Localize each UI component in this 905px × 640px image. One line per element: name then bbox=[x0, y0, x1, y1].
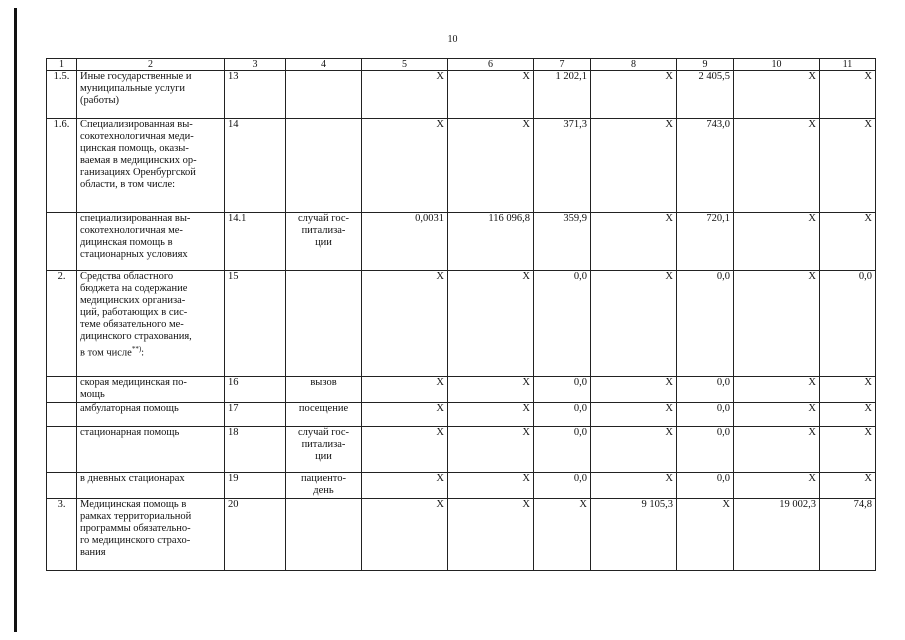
value-cell-c5: X bbox=[362, 71, 448, 119]
value-cell-c10: X bbox=[734, 213, 820, 271]
value-cell-c8: X bbox=[591, 427, 677, 473]
row-number bbox=[47, 377, 77, 403]
value-cell-c10: X bbox=[734, 271, 820, 377]
value-cell-c7: 371,3 bbox=[534, 119, 591, 213]
footnote-marker: **) bbox=[131, 345, 142, 353]
row-name bbox=[77, 427, 225, 473]
row-name-line: медицинских организа- bbox=[80, 295, 186, 306]
row-unit bbox=[286, 71, 362, 119]
value-cell-c5: 0,0031 bbox=[362, 213, 448, 271]
value-cell-c9: 0,0 bbox=[677, 403, 734, 427]
row-number bbox=[47, 213, 77, 271]
header-row bbox=[47, 59, 876, 71]
row-name-line: ваемая в медицинских ор- bbox=[80, 155, 197, 166]
value-cell-c7: 1 202,1 bbox=[534, 71, 591, 119]
row-number: 1.6. bbox=[47, 119, 77, 213]
row-name-colon: : bbox=[141, 347, 145, 359]
row-name-line: Средства областного bbox=[80, 271, 174, 282]
value-cell-c8: X bbox=[591, 71, 677, 119]
row-name-line: стационарных условиях bbox=[80, 249, 188, 260]
value-cell-c6: X bbox=[448, 427, 534, 473]
row-unit-line: день bbox=[313, 485, 334, 496]
value-cell-c5: X bbox=[362, 377, 448, 403]
row-name-line: дицинского страхования, bbox=[80, 331, 192, 342]
row-unit-line: случай гос- bbox=[297, 213, 350, 224]
value-cell-c6: X bbox=[448, 119, 534, 213]
column-header: 1 bbox=[47, 59, 77, 71]
table-row bbox=[47, 403, 876, 427]
row-name-line: стационарная помощь bbox=[80, 427, 180, 438]
row-name bbox=[77, 119, 225, 213]
data-table bbox=[46, 58, 876, 571]
row-name-text: в том числе bbox=[80, 347, 132, 359]
value-cell-c10: X bbox=[734, 377, 820, 403]
row-name-line: рамках территориальной bbox=[80, 511, 192, 522]
table-row bbox=[47, 377, 876, 403]
row-name-line: мощь bbox=[80, 389, 105, 400]
value-cell-c10: X bbox=[734, 427, 820, 473]
value-cell-c8: 9 105,3 bbox=[591, 499, 677, 571]
value-cell-c6: X bbox=[448, 71, 534, 119]
row-number bbox=[47, 473, 77, 499]
row-name-line: (работы) bbox=[80, 95, 120, 106]
row-name bbox=[77, 403, 225, 427]
row-unit bbox=[286, 119, 362, 213]
table-row bbox=[47, 473, 876, 499]
value-cell-c10: X bbox=[734, 119, 820, 213]
column-header: 6 bbox=[448, 59, 534, 71]
value-cell-c6: X bbox=[448, 377, 534, 403]
row-unit-line: случай гос- bbox=[297, 427, 350, 438]
value-cell-c11: X bbox=[820, 377, 876, 403]
column-header: 9 bbox=[677, 59, 734, 71]
value-cell-c11: X bbox=[820, 119, 876, 213]
value-cell-c6: 116 096,8 bbox=[448, 213, 534, 271]
value-cell-c9: 743,0 bbox=[677, 119, 734, 213]
column-header: 8 bbox=[591, 59, 677, 71]
value-cell-c9: 0,0 bbox=[677, 377, 734, 403]
row-code: 16 bbox=[225, 377, 286, 403]
row-name-line: в дневных стационарах bbox=[80, 473, 185, 484]
row-unit bbox=[286, 271, 362, 377]
row-name-line bbox=[80, 343, 221, 360]
value-cell-c11: 74,8 bbox=[820, 499, 876, 571]
value-cell-c11: 0,0 bbox=[820, 271, 876, 377]
row-name-line: ганизациях Оренбургской bbox=[80, 167, 196, 178]
value-cell-c9: 2 405,5 bbox=[677, 71, 734, 119]
value-cell-c9: 0,0 bbox=[677, 271, 734, 377]
table-row bbox=[47, 499, 876, 571]
row-name bbox=[77, 473, 225, 499]
row-code: 14.1 bbox=[225, 213, 286, 271]
row-name bbox=[77, 71, 225, 119]
row-unit-line: ции bbox=[315, 237, 332, 248]
column-header: 5 bbox=[362, 59, 448, 71]
page-number: 10 bbox=[447, 34, 458, 45]
row-name bbox=[77, 213, 225, 271]
row-name-line: го медицинского страхо- bbox=[80, 535, 191, 546]
value-cell-c8: X bbox=[591, 403, 677, 427]
value-cell-c11: X bbox=[820, 403, 876, 427]
row-unit-line: ции bbox=[315, 451, 332, 462]
row-name-line: Иные государственные и bbox=[80, 71, 192, 82]
value-cell-c10: X bbox=[734, 71, 820, 119]
row-unit-line: питализа- bbox=[301, 225, 346, 236]
value-cell-c6: X bbox=[448, 271, 534, 377]
row-code: 15 bbox=[225, 271, 286, 377]
row-name-line: Медицинская помощь в bbox=[80, 499, 187, 510]
row-name-line: области, в том числе: bbox=[80, 179, 176, 190]
row-code: 20 bbox=[225, 499, 286, 571]
row-name-line: дицинская помощь в bbox=[80, 237, 173, 248]
row-unit-line: питализа- bbox=[301, 439, 346, 450]
value-cell-c11: X bbox=[820, 473, 876, 499]
value-cell-c5: X bbox=[362, 499, 448, 571]
row-name-line: вания bbox=[80, 547, 106, 558]
row-name-line: специализированная вы- bbox=[80, 213, 191, 224]
row-unit bbox=[286, 377, 362, 403]
row-unit bbox=[286, 499, 362, 571]
value-cell-c5: X bbox=[362, 427, 448, 473]
row-name bbox=[77, 377, 225, 403]
row-unit-line: вызов bbox=[310, 377, 337, 388]
row-name-line: скорая медицинская по- bbox=[80, 377, 187, 388]
value-cell-c5: X bbox=[362, 119, 448, 213]
column-header: 11 bbox=[820, 59, 876, 71]
row-unit bbox=[286, 473, 362, 499]
table-row bbox=[47, 71, 876, 119]
row-unit bbox=[286, 403, 362, 427]
value-cell-c5: X bbox=[362, 473, 448, 499]
value-cell-c7: 0,0 bbox=[534, 427, 591, 473]
value-cell-c6: X bbox=[448, 473, 534, 499]
row-code: 17 bbox=[225, 403, 286, 427]
row-name-line: муниципальные услуги bbox=[80, 83, 186, 94]
value-cell-c7: 0,0 bbox=[534, 271, 591, 377]
table-row bbox=[47, 427, 876, 473]
value-cell-c8: X bbox=[591, 119, 677, 213]
row-number: 1.5. bbox=[47, 71, 77, 119]
value-cell-c9: X bbox=[677, 499, 734, 571]
row-unit-line: посещение bbox=[298, 403, 349, 414]
row-name-line: цинская помощь, оказы- bbox=[80, 143, 189, 154]
table-body bbox=[47, 71, 876, 571]
value-cell-c9: 720,1 bbox=[677, 213, 734, 271]
row-name bbox=[77, 271, 225, 377]
value-cell-c10: X bbox=[734, 403, 820, 427]
row-unit bbox=[286, 213, 362, 271]
table-row bbox=[47, 213, 876, 271]
row-code: 18 bbox=[225, 427, 286, 473]
row-code: 13 bbox=[225, 71, 286, 119]
value-cell-c11: X bbox=[820, 71, 876, 119]
table-row bbox=[47, 119, 876, 213]
value-cell-c7: 0,0 bbox=[534, 403, 591, 427]
table-row bbox=[47, 271, 876, 377]
row-code: 14 bbox=[225, 119, 286, 213]
value-cell-c8: X bbox=[591, 377, 677, 403]
scan-edge-line bbox=[14, 8, 17, 632]
column-header: 4 bbox=[286, 59, 362, 71]
value-cell-c7: X bbox=[534, 499, 591, 571]
row-number bbox=[47, 427, 77, 473]
row-name-line: сокотехнологичная меди- bbox=[80, 131, 194, 142]
value-cell-c9: 0,0 bbox=[677, 427, 734, 473]
row-name-line: амбулаторная помощь bbox=[80, 403, 179, 414]
value-cell-c6: X bbox=[448, 403, 534, 427]
value-cell-c7: 0,0 bbox=[534, 377, 591, 403]
value-cell-c7: 0,0 bbox=[534, 473, 591, 499]
row-name-line: бюджета на содержание bbox=[80, 283, 188, 294]
row-name-line: ций, работающих в сис- bbox=[80, 307, 188, 318]
value-cell-c8: X bbox=[591, 213, 677, 271]
column-header: 2 bbox=[77, 59, 225, 71]
row-code: 19 bbox=[225, 473, 286, 499]
value-cell-c10: X bbox=[734, 473, 820, 499]
column-header: 7 bbox=[534, 59, 591, 71]
value-cell-c10: 19 002,3 bbox=[734, 499, 820, 571]
value-cell-c8: X bbox=[591, 473, 677, 499]
column-header: 10 bbox=[734, 59, 820, 71]
row-name-line: программы обязательно- bbox=[80, 523, 191, 534]
value-cell-c11: X bbox=[820, 427, 876, 473]
row-number: 3. bbox=[47, 499, 77, 571]
column-header: 3 bbox=[225, 59, 286, 71]
row-name-line: Специализированная вы- bbox=[80, 119, 193, 130]
value-cell-c7: 359,9 bbox=[534, 213, 591, 271]
value-cell-c11: X bbox=[820, 213, 876, 271]
row-unit bbox=[286, 427, 362, 473]
row-name-line: теме обязательного ме- bbox=[80, 319, 184, 330]
value-cell-c6: X bbox=[448, 499, 534, 571]
row-name-line: сокотехнологичная ме- bbox=[80, 225, 183, 236]
value-cell-c8: X bbox=[591, 271, 677, 377]
value-cell-c5: X bbox=[362, 271, 448, 377]
row-unit-line: пациенто- bbox=[301, 473, 346, 484]
row-number: 2. bbox=[47, 271, 77, 377]
row-name bbox=[77, 499, 225, 571]
row-number bbox=[47, 403, 77, 427]
value-cell-c5: X bbox=[362, 403, 448, 427]
value-cell-c9: 0,0 bbox=[677, 473, 734, 499]
